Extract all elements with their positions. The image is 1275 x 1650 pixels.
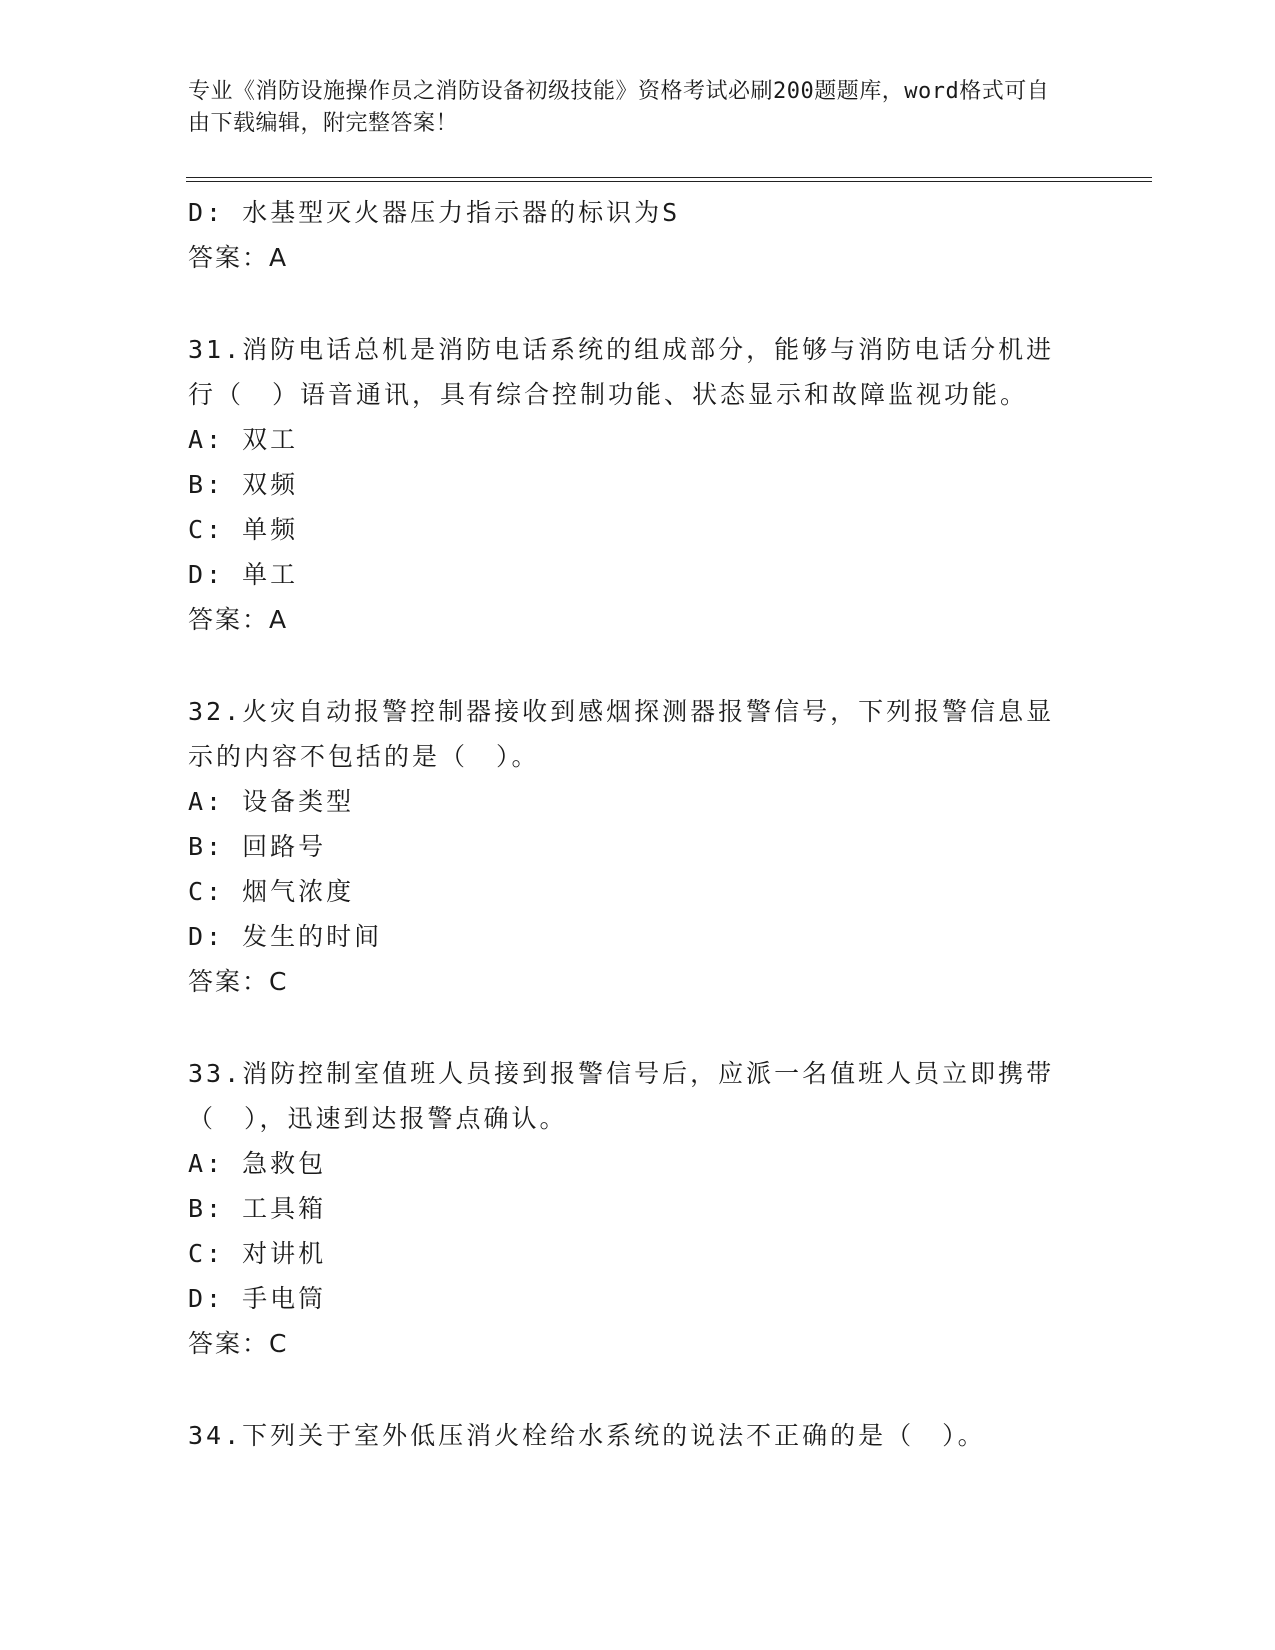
header-rule-bottom bbox=[186, 181, 1152, 182]
question-stem: 33.消防控制室值班人员接到报警信号后，应派一名值班人员立即携带 bbox=[188, 1059, 1055, 1088]
option-d: D: 水基型灭火器压力指示器的标识为S bbox=[188, 198, 681, 227]
question-content bbox=[188, 190, 1088, 1458]
option-b: B: 回路号 bbox=[188, 832, 327, 861]
option-a: A: 双工 bbox=[188, 425, 299, 454]
question-33 bbox=[188, 1051, 1088, 1366]
question-32 bbox=[188, 689, 1088, 1004]
question-stem: 32.火灾自动报警控制器接收到感烟探测器报警信号，下列报警信息显 bbox=[188, 697, 1055, 726]
question-stem: （ ），迅速到达报警点确认。 bbox=[188, 1104, 568, 1133]
header-title: 专业《消防设施操作员之消防设备初级技能》资格考试必刷200题题库，word格式可自由下载编辑，附完整答案！ bbox=[188, 79, 1050, 136]
option-a: A: 急救包 bbox=[188, 1149, 327, 1178]
option-d: D: 发生的时间 bbox=[188, 922, 383, 951]
option-a: A: 设备类型 bbox=[188, 787, 355, 816]
answer: 答案：C bbox=[188, 1329, 289, 1358]
question-31 bbox=[188, 327, 1088, 642]
header-rule-top bbox=[186, 177, 1152, 178]
page-header bbox=[188, 76, 1068, 140]
answer: 答案：A bbox=[188, 243, 289, 272]
option-d: D: 手电筒 bbox=[188, 1284, 327, 1313]
question-stem: 31.消防电话总机是消防电话系统的组成部分，能够与消防电话分机进 bbox=[188, 335, 1055, 364]
option-c: C: 对讲机 bbox=[188, 1239, 327, 1268]
question-34 bbox=[188, 1413, 1088, 1458]
option-c: C: 单频 bbox=[188, 515, 299, 544]
option-b: B: 双频 bbox=[188, 470, 299, 499]
question-stem: 示的内容不包括的是（ ）。 bbox=[188, 742, 540, 771]
option-d: D: 单工 bbox=[188, 560, 299, 589]
question-stem: 行（ ）语音通讯，具有综合控制功能、状态显示和故障监视功能。 bbox=[188, 380, 1029, 409]
option-c: C: 烟气浓度 bbox=[188, 877, 355, 906]
option-b: B: 工具箱 bbox=[188, 1194, 327, 1223]
answer: 答案：A bbox=[188, 605, 289, 634]
answer: 答案：C bbox=[188, 967, 289, 996]
question-stem: 34.下列关于室外低压消火栓给水系统的说法不正确的是（ ）。 bbox=[188, 1421, 986, 1450]
